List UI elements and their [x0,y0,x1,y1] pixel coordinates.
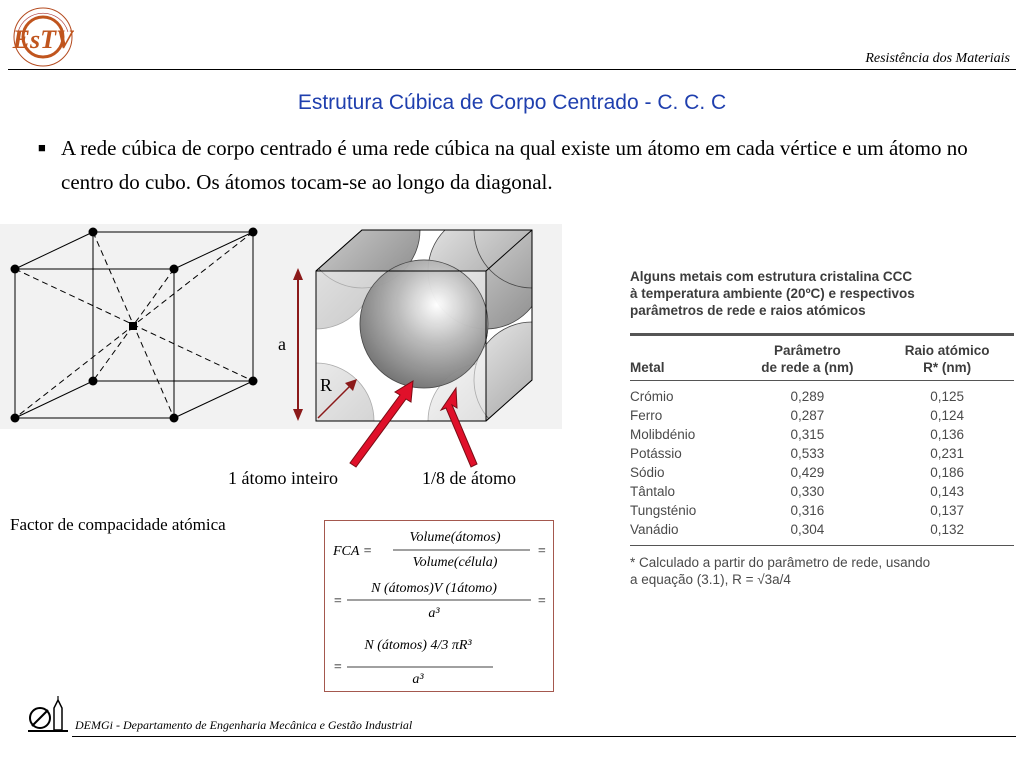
formula-line-2-lhs: = [333,594,343,609]
radius-label-r: R [320,375,333,395]
param-cell: 0,330 [790,484,825,499]
footnote-line: * Calculado a partir do parâmetro de rede, usando [630,555,931,570]
svg-text:EsTV: EsTV [12,25,74,54]
table-caption-line: parâmetros de rede e raios atómicos [630,303,866,318]
param-cell: 0,429 [790,465,825,480]
table-row [630,463,1014,482]
table-row [630,482,1014,501]
formula-line-2-den: a³ [428,606,440,621]
dimension-arrow-a [293,268,303,421]
metal-cell: Potássio [630,446,682,461]
bcc-cube-figure [0,224,562,489]
eighth-atom-label: 1/8 de átomo [422,468,516,488]
col-header-line: R* (nm) [923,360,972,375]
formula-line-3-num: N (átomos) 4/3 πR³ [364,638,472,653]
param-cell: 0,304 [790,522,825,537]
radius-cell: 0,137 [930,503,964,518]
table-footnote [630,554,1014,588]
radius-cell: 0,186 [930,465,964,480]
table-row [630,406,1014,425]
table-caption-line: Alguns metais com estrutura cristalina CCC [630,269,913,284]
table-row [630,520,1014,545]
wireframe-atoms [11,228,258,423]
solid-cube [258,224,562,479]
radius-cell: 0,125 [930,389,964,404]
table-caption [630,268,1014,319]
table-row [630,501,1014,520]
header-title: Resistência dos Materiais [865,51,1010,66]
bcc-metals-table [630,336,1014,545]
formula-line-3-lhs: = [333,660,343,675]
footer-divider [72,736,1016,737]
param-cell: 0,533 [790,446,825,461]
radius-cell: 0,231 [930,446,964,461]
col-header-line: de rede a (nm) [761,360,854,375]
formula-box [324,520,554,692]
formula-line-2-rhs: = [537,594,547,609]
param-cell: 0,316 [790,503,825,518]
table-row [630,444,1014,463]
footnote-line: a equação (3.1), R = √3a/4 [630,572,791,587]
metal-cell: Crómio [630,389,674,404]
whole-atom-label: 1 átomo inteiro [228,468,338,488]
table-row [630,381,1014,407]
fca-label: Factor de compacidade atómica [10,515,226,534]
col-header-atomic-radius [880,336,1014,381]
bullet-paragraph [38,131,973,199]
table-header-row [630,336,1014,381]
param-cell: 0,287 [790,408,825,423]
school-logo [12,6,74,68]
radius-cell: 0,124 [930,408,964,423]
formula-line-1-num: Volume(átomos) [409,530,501,545]
formula-line-1-den: Volume(célula) [412,555,498,570]
table-row [630,425,1014,444]
col-header-metal: Metal [630,360,665,375]
header-divider [8,69,1016,70]
table-bottom-rule [630,545,1014,546]
footer-department: DEMGi - Departamento de Engenharia Mecânica e Gestão Industrial [75,718,413,732]
param-cell: 0,315 [790,427,825,442]
metal-cell: Tungsténio [630,503,697,518]
metal-cell: Ferro [630,408,663,423]
radius-cell: 0,143 [930,484,964,499]
square-bullet-icon: ■ [38,140,46,155]
col-header-line: Parâmetro [774,343,841,358]
metal-cell: Tântalo [630,484,676,499]
radius-cell: 0,132 [930,522,964,537]
dimension-label-a: a [278,334,286,354]
metal-cell: Vanádio [630,522,679,537]
department-logo-icon [26,694,70,734]
slide-title: Estrutura Cúbica de Corpo Centrado - C. C. C [297,91,727,114]
metal-cell: Sódio [630,465,665,480]
fca-formula [325,521,553,691]
bullet-text: A rede cúbica de corpo centrado é uma rede cúbica na qual existe um átomo em cada vértice e um átomo no centro do cubo. Os átomos tocam-se ao longo da diagonal. [61,136,968,194]
formula-line-1-lhs: FCA = [333,544,373,559]
table-caption-line: à temperatura ambiente (20ºC) e respectivos [630,286,915,301]
bcc-metals-table-panel [630,268,1014,588]
col-header-line: Raio atómico [904,343,990,358]
col-header-lattice-param [735,336,881,381]
formula-line-3-den: a³ [412,672,424,687]
formula-line-2-num: N (átomos)V (1átomo) [371,581,497,596]
metal-cell: Molibdénio [630,427,696,442]
formula-line-1-rhs: = [537,544,547,559]
param-cell: 0,289 [790,389,825,404]
radius-cell: 0,136 [930,427,964,442]
